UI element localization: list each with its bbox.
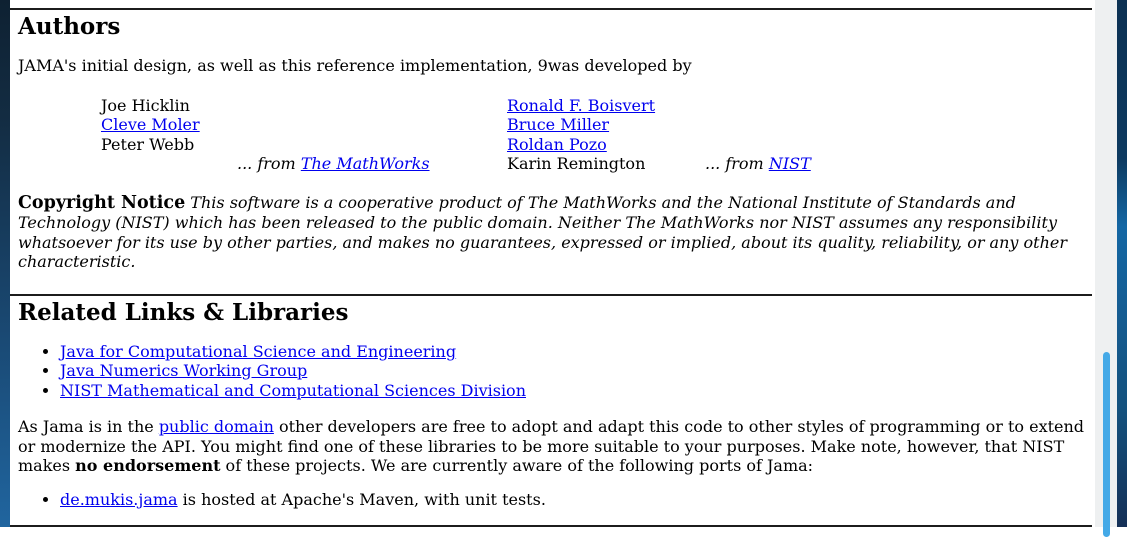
from-prefix: ... from — [237, 154, 301, 173]
author-name: Peter Webb — [101, 134, 195, 154]
mathworks-authors-list — [101, 96, 237, 155]
authors-table — [101, 96, 1090, 174]
copyright-label: Copyright Notice — [18, 192, 186, 213]
author-link-bruce-miller[interactable]: Bruce Miller — [507, 115, 610, 134]
ports-list — [18, 490, 1090, 510]
authors-heading: Authors — [18, 13, 121, 40]
list-item — [60, 342, 1090, 362]
author-name: Karin Remington — [507, 154, 646, 173]
no-endorsement-text: no endorsement — [75, 456, 221, 475]
scrollbar-thumb[interactable] — [1103, 352, 1110, 537]
paragraph-text: of these projects. We are currently aware of the following ports of Jama: — [220, 456, 814, 475]
de-mukis-jama-link[interactable]: de.mukis.jama — [60, 489, 178, 509]
scrollbar-track[interactable] — [1095, 0, 1117, 527]
copyright-body: This software is a cooperative product of The MathWorks and the National Institute of Standards and Technology (NIST) which has been released to the public domain. Neither The MathWorks nor NIST assumes any responsibility whatsoever for its use by other parties, and makes no guarantees, expressed or implied, about its quality, reliability, or any other characteristic. — [18, 192, 1068, 271]
mathworks-link[interactable]: The MathWorks — [300, 154, 430, 173]
page-right-border — [1117, 0, 1127, 527]
from-nist-caption — [705, 154, 811, 174]
list-item — [60, 490, 1090, 510]
from-mathworks-caption — [237, 154, 507, 174]
paragraph-text: As Jama is in the — [18, 417, 159, 436]
authors-intro-text: JAMA's initial design, as well as this reference implementation, 9was developed by — [18, 56, 692, 75]
page-left-border — [0, 0, 10, 527]
section-divider — [10, 8, 1092, 10]
nist-authors-list — [507, 96, 705, 174]
port-description: is hosted at Apache's Maven, with unit tests. — [177, 489, 546, 509]
related-link-nist-mcsd[interactable]: NIST Mathematical and Computational Sciences Division — [60, 380, 526, 400]
related-link-java-numerics[interactable]: Java Numerics Working Group — [60, 361, 308, 380]
from-prefix: ... from — [705, 154, 769, 173]
copyright-notice — [18, 193, 1090, 272]
ports-intro-paragraph — [18, 417, 1090, 476]
page-content — [18, 0, 1090, 527]
section-divider — [10, 294, 1092, 296]
related-links-list — [18, 342, 1090, 401]
nist-link[interactable]: NIST — [768, 154, 811, 173]
list-item — [60, 381, 1090, 401]
public-domain-link[interactable]: public domain — [158, 417, 274, 436]
author-link-cleve-moler[interactable]: Cleve Moler — [101, 115, 200, 134]
author-link-ronald-boisvert[interactable]: Ronald F. Boisvert — [507, 95, 656, 115]
author-name: Joe Hicklin — [101, 95, 190, 115]
paragraph-text: other developers are free to adopt and adapt this code to other styles of programming or to extend or modernize the API. You might find one of these libraries to be more suitable to your purposes. Make note, however, that NIST makes — [18, 417, 1085, 475]
list-item — [60, 361, 1090, 381]
related-links-heading: Related Links & Libraries — [18, 298, 349, 326]
author-link-roldan-pozo[interactable]: Roldan Pozo — [507, 134, 607, 154]
related-link-jcse[interactable]: Java for Computational Science and Engineering — [60, 341, 457, 361]
